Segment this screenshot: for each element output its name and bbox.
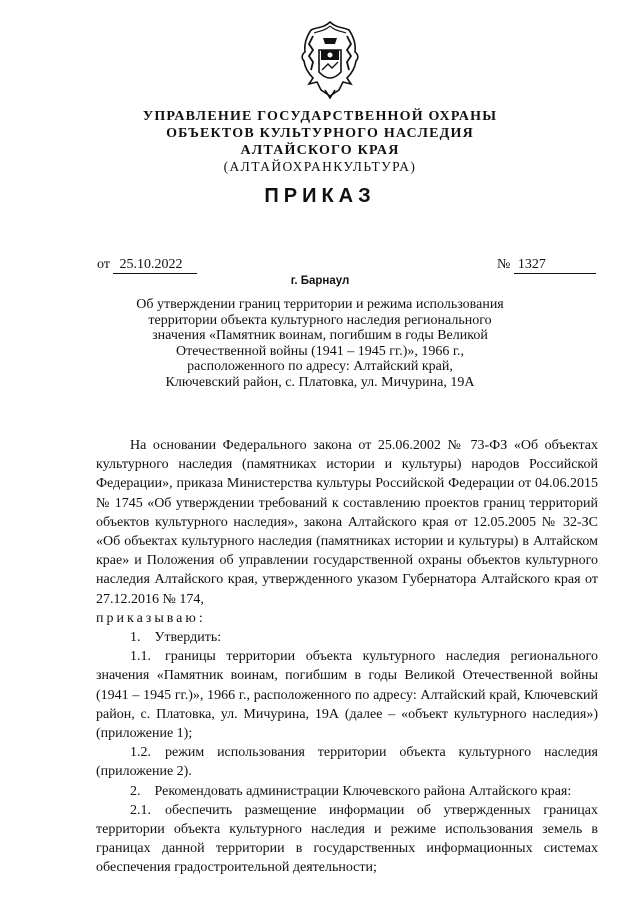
subject-line: Ключевский район, с. Платовка, ул. Мичурина, 19А: [165, 374, 475, 390]
org-line-3: АЛТАЙСКОГО КРАЯ: [240, 143, 400, 158]
order-date: [97, 257, 197, 274]
date-value: 25.10.2022: [113, 257, 197, 274]
clause-1: 1. Утвердить:: [130, 630, 222, 646]
city: г. Барнаул: [290, 275, 350, 287]
date-prefix: от: [97, 257, 110, 272]
clause-2-1: 2.1. обеспечить размещение информации об утвержденных границах территории объекта культурного наследия и режиме использования земель в границах данной территории в государственных информационных системах обеспечения градостроительной деятельности;: [96, 802, 598, 876]
order-subject: [0, 297, 640, 390]
subject-line: расположенного по адресу: Алтайский край,: [187, 359, 453, 374]
preamble: На основании Федерального закона от 25.06.2002 № 73-ФЗ «Об объектах культурного наследия (памятниках истории и культуры) народов Российской Федерации», приказа Министерства культуры Российской Федерации от 04.06.2015 № 1745 «Об утверждении требований к составлению проектов границ территорий объектов культурного наследия», закона Алтайского края от 12.05.2005 № 32-ЗС «Об объектах культурного наследия (памятниках истории и культуры) в Алтайском крае» и Положения об управлении государственной охраны объектов культурного наследия Алтайского края, утвержденного указом Губернатора Алтайского края от 27.12.2016 № 174,: [96, 438, 598, 607]
order-word: приказываю:: [96, 610, 206, 626]
order-number: [497, 257, 596, 274]
clause-2: 2. Рекомендовать администрации Ключевского района Алтайского края:: [130, 783, 572, 799]
subject-line: территории объекта культурного наследия регионального: [148, 312, 492, 328]
organization-name: [0, 108, 640, 159]
org-short-name: (АЛТАЙОХРАНКУЛЬТУРА): [223, 159, 417, 174]
subject-line: Отечественной войны (1941 – 1945 гг.)», 1966 г.,: [175, 343, 465, 359]
subject-line: значения «Памятник воинам, погибшим в годы Великой: [152, 328, 488, 343]
clause-1-1: 1.1. границы территории объекта культурного наследия регионального значения «Памятник воинам, погибшим в годы Великой Отечественной войны (1941 – 1945 гг.)», 1966 г., расположенного по адресу: Алтайский край, Ключевский район, с. Платовка, ул. Мичурина, 19А (далее – «объект культурного наследия») (приложение 1);: [96, 649, 598, 742]
document-type: ПРИКАЗ: [264, 185, 376, 207]
org-line-1: УПРАВЛЕНИЕ ГОСУДАРСТВЕННОЙ ОХРАНЫ: [142, 109, 498, 124]
clause-1-2: 1.2. режим использования территории объекта культурного наследия (приложение 2).: [96, 745, 598, 780]
order-word-line: [96, 609, 598, 628]
order-body: [96, 436, 598, 878]
number-prefix: №: [497, 257, 511, 272]
org-line-2: ОБЪЕКТОВ КУЛЬТУРНОГО НАСЛЕДИЯ: [166, 126, 474, 141]
subject-line: Об утверждении границ территории и режима использования: [136, 297, 504, 312]
coat-of-arms-icon: [299, 20, 361, 102]
number-value: 1327: [514, 257, 596, 274]
